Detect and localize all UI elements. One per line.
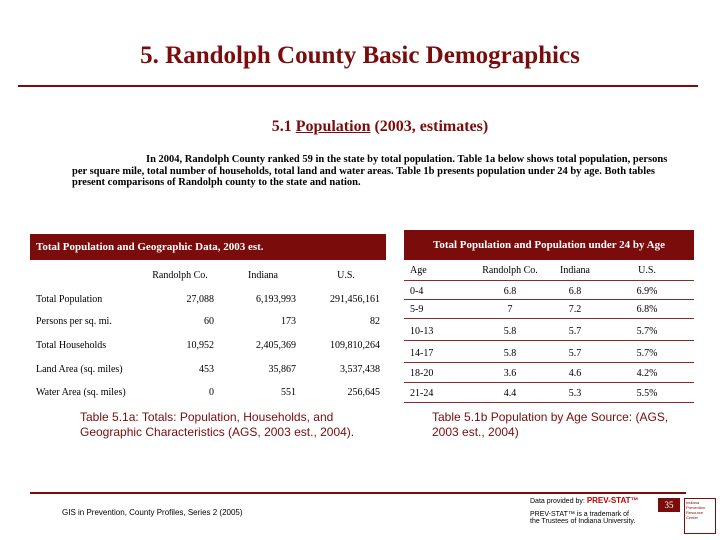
table2-row-age: 5-9 [410, 304, 424, 315]
iprc-seal-icon: Indiana Prevention Resource Center [684, 498, 716, 534]
table1-header: Total Population and Geographic Data, 2003 est. [30, 234, 386, 260]
table2-rule [404, 318, 694, 319]
subtitle-underlined: Population [295, 118, 371, 135]
table1-row-label: Total Population [36, 294, 103, 305]
table2-col-indiana: Indiana [560, 265, 590, 276]
table2-cell: 5.3 [568, 388, 582, 399]
table1-caption: Table 5.1a: Totals: Population, Households, and Geographic Characteristics (AGS, 2003 est., 2004). [80, 410, 355, 439]
table2-cell: 5.5% [636, 388, 658, 399]
table1-cell: 453 [199, 364, 214, 375]
table2-col-randolph: Randolph Co. [482, 265, 538, 276]
table2-rule [404, 340, 694, 341]
table2-cell: 6.8 [503, 286, 517, 297]
subtitle-suffix: (2003, estimates) [370, 118, 489, 135]
table1-cell: 0 [209, 387, 214, 398]
table2-row-age: 21-24 [410, 388, 434, 399]
table2-cell: 7 [507, 304, 513, 315]
table2-row-age: 14-17 [410, 348, 434, 359]
logo-line2: PREV-STAT™ is a trademark of [530, 511, 629, 518]
table1-row-label: Land Area (sq. miles) [36, 364, 123, 375]
table2-col-us: U.S. [638, 265, 656, 276]
table2-rule [404, 382, 694, 383]
table1-col-randolph: Randolph Co. [152, 270, 208, 281]
table2-rule [404, 280, 694, 281]
table1-cell: 10,952 [186, 340, 214, 351]
table1-cell: 6,193,993 [256, 294, 296, 305]
table2-cell: 6.9% [636, 286, 658, 297]
table2-cell: 6.8% [636, 304, 658, 315]
table2-header: Total Population and Population under 24 by Age [404, 230, 694, 260]
table2-cell: 3.6 [503, 368, 517, 379]
table2-row-age: 10-13 [410, 326, 434, 337]
page-title: 5. Randolph County Basic Demographics [140, 42, 580, 69]
footer-divider [30, 492, 686, 494]
table2-rule [404, 402, 694, 403]
table1-cell: 3,537,438 [340, 364, 380, 375]
table1-cell: 27,088 [186, 294, 214, 305]
table2-cell: 7.2 [568, 304, 582, 315]
title-divider [18, 85, 698, 87]
table2-row-age: 18-20 [410, 368, 434, 379]
logo-line3: the Trustees of Indiana University. [530, 518, 636, 525]
table1-row-label: Total Households [36, 340, 107, 351]
table1-cell: 291,456,161 [330, 294, 380, 305]
table2-cell: 4.6 [568, 368, 582, 379]
table2-row-age: 0-4 [410, 286, 424, 297]
table2-cell: 6.8 [568, 286, 582, 297]
table2-cell: 4.4 [503, 388, 517, 399]
table2-rule [404, 362, 694, 363]
brand-name: PREV-STAT [586, 496, 631, 505]
page-number: 35 [658, 498, 680, 512]
table1-cell: 82 [370, 316, 380, 327]
footer-text: GIS in Prevention, County Profiles, Series 2 (2005) [62, 508, 243, 517]
table2-caption: Table 5.1b Population by Age Source: (AGS, 2003 est., 2004) [432, 410, 669, 439]
section-subtitle [0, 118, 720, 136]
table2-rule [404, 299, 694, 300]
table2-cell: 5.7 [568, 348, 582, 359]
table2-cell: 5.7% [636, 348, 658, 359]
table2-cell: 5.7% [636, 326, 658, 337]
logo-line1: Data provided by: PREV-STAT™ [530, 496, 639, 505]
table1-cell: 60 [204, 316, 214, 327]
table2-cell: 4.2% [636, 368, 658, 379]
table2-cell: 5.8 [503, 348, 517, 359]
subtitle-prefix: 5.1 [271, 118, 296, 135]
table1-cell: 35,867 [268, 364, 296, 375]
table2-cell: 5.7 [568, 326, 582, 337]
table1-cell: 173 [281, 316, 296, 327]
table1-cell: 109,810,264 [330, 340, 380, 351]
table1-cell: 256,645 [347, 387, 380, 398]
table1-row-label: Water Area (sq. miles) [36, 387, 126, 398]
table1-row-label: Persons per sq. mi. [36, 316, 112, 327]
table2-col-age: Age [410, 265, 427, 276]
table1-col-us: U.S. [337, 270, 355, 281]
table1-cell: 551 [281, 387, 296, 398]
intro-paragraph: In 2004, Randolph County ranked 59 in the state by total population. Table 1a below shows total population, persons per square mile, total number of households, total land and water areas. Table 1b presents population under 24 by age. Both tables present comparisons of Randolph county to the state and nation. [72, 154, 668, 188]
table1-cell: 2,405,369 [256, 340, 296, 351]
table1-col-indiana: Indiana [248, 270, 278, 281]
table2-cell: 5.8 [503, 326, 517, 337]
